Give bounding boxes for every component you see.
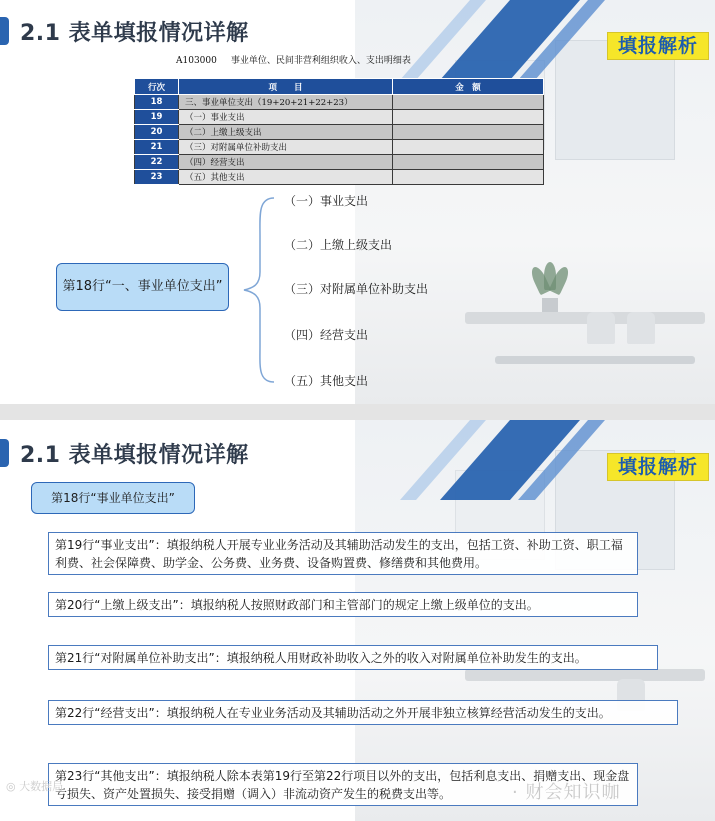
row-amount: [393, 140, 544, 155]
title-marker: [0, 439, 9, 467]
definition-box-row21: 第21行“对附属单位补助支出”：填报纳税人用财政补助收入之外的收入对附属单位补助发生的支出。: [48, 645, 658, 670]
sub-item: （一）事业支出: [284, 194, 369, 208]
page-title: 2.1 表单填报情况详解: [20, 443, 249, 468]
slide-2: [0, 420, 715, 821]
definition-box-row23: 第23行“其他支出”：填报纳税人除本表第19行至第22行项目以外的支出，包括利息支出、捐赠支出、现金盘亏损失、资产处置损失、接受捐赠（调入）非流动资产发生的税费支出等。: [48, 763, 638, 806]
definition-box-row22: 第22行“经营支出”：填报纳税人在专业业务活动及其辅助活动之外开展非独立核算经营活动发生的支出。: [48, 700, 678, 725]
slide-separator: [0, 404, 715, 420]
row-number: 19: [135, 110, 179, 125]
table-row: [135, 125, 544, 140]
main-category-box: 第18行“一、事业单位支出”: [56, 263, 229, 311]
row-item: （四）经营支出: [179, 155, 393, 170]
row-item: 三、事业单位支出（19+20+21+22+23）: [179, 95, 393, 110]
watermark-left-text: 大数据局: [19, 780, 64, 793]
col-header-amount: 金 额: [393, 79, 544, 95]
row-amount: [393, 125, 544, 140]
page-title: 2.1 表单填报情况详解: [20, 21, 249, 46]
sub-item: （五）其他支出: [284, 374, 369, 388]
watermark-logo-icon: ◎: [6, 780, 20, 793]
title-marker: [0, 17, 9, 45]
table-caption: [176, 53, 411, 66]
row-number: 22: [135, 155, 179, 170]
watermark-right-text: 财会知识咖: [525, 782, 621, 803]
row-number: 21: [135, 140, 179, 155]
row-number: 23: [135, 170, 179, 185]
row-amount: [393, 170, 544, 185]
analysis-badge: 填报解析: [607, 32, 709, 60]
row-item: （五）其他支出: [179, 170, 393, 185]
row-amount: [393, 95, 544, 110]
row-number: 20: [135, 125, 179, 140]
analysis-badge: 填报解析: [607, 453, 709, 481]
sub-item: （二）上缴上级支出: [284, 238, 393, 252]
table-code: A103000: [176, 56, 217, 66]
row-number: 18: [135, 95, 179, 110]
row-item: （二）上缴上级支出: [179, 125, 393, 140]
definition-box-row19: 第19行“事业支出”：填报纳税人开展专业业务活动及其辅助活动发生的支出，包括工资、补助工资、职工福利费、社会保障费、助学金、公务费、业务费、设备购置费、修缮费和其他费用。: [48, 532, 638, 575]
table-row: [135, 110, 544, 125]
table-row: [135, 95, 544, 110]
slide-1: [0, 0, 715, 404]
row-amount: [393, 110, 544, 125]
reference-table: [134, 78, 544, 185]
table-title: 事业单位、民间非营利组织收入、支出明细表: [230, 56, 411, 66]
watermark-left: [6, 778, 63, 794]
definition-box-row20: 第20行“上缴上级支出”：填报纳税人按照财政部门和主管部门的规定上缴上级单位的支出。: [48, 592, 638, 617]
sub-item: （三）对附属单位补助支出: [284, 282, 429, 296]
watermark-right: [512, 778, 620, 804]
table-row: [135, 170, 544, 185]
table-row: [135, 155, 544, 170]
row-amount: [393, 155, 544, 170]
curly-brace: [240, 196, 280, 384]
table-row: [135, 140, 544, 155]
row-item: （三）对附属单位补助支出: [179, 140, 393, 155]
sub-item: （四）经营支出: [284, 328, 369, 342]
row-item: （一）事业支出: [179, 110, 393, 125]
dot-icon: ·: [512, 782, 526, 803]
section-head-box: 第18行“事业单位支出”: [31, 482, 195, 514]
col-header-row-no: 行次: [135, 79, 179, 95]
col-header-item: 项 目: [179, 79, 393, 95]
